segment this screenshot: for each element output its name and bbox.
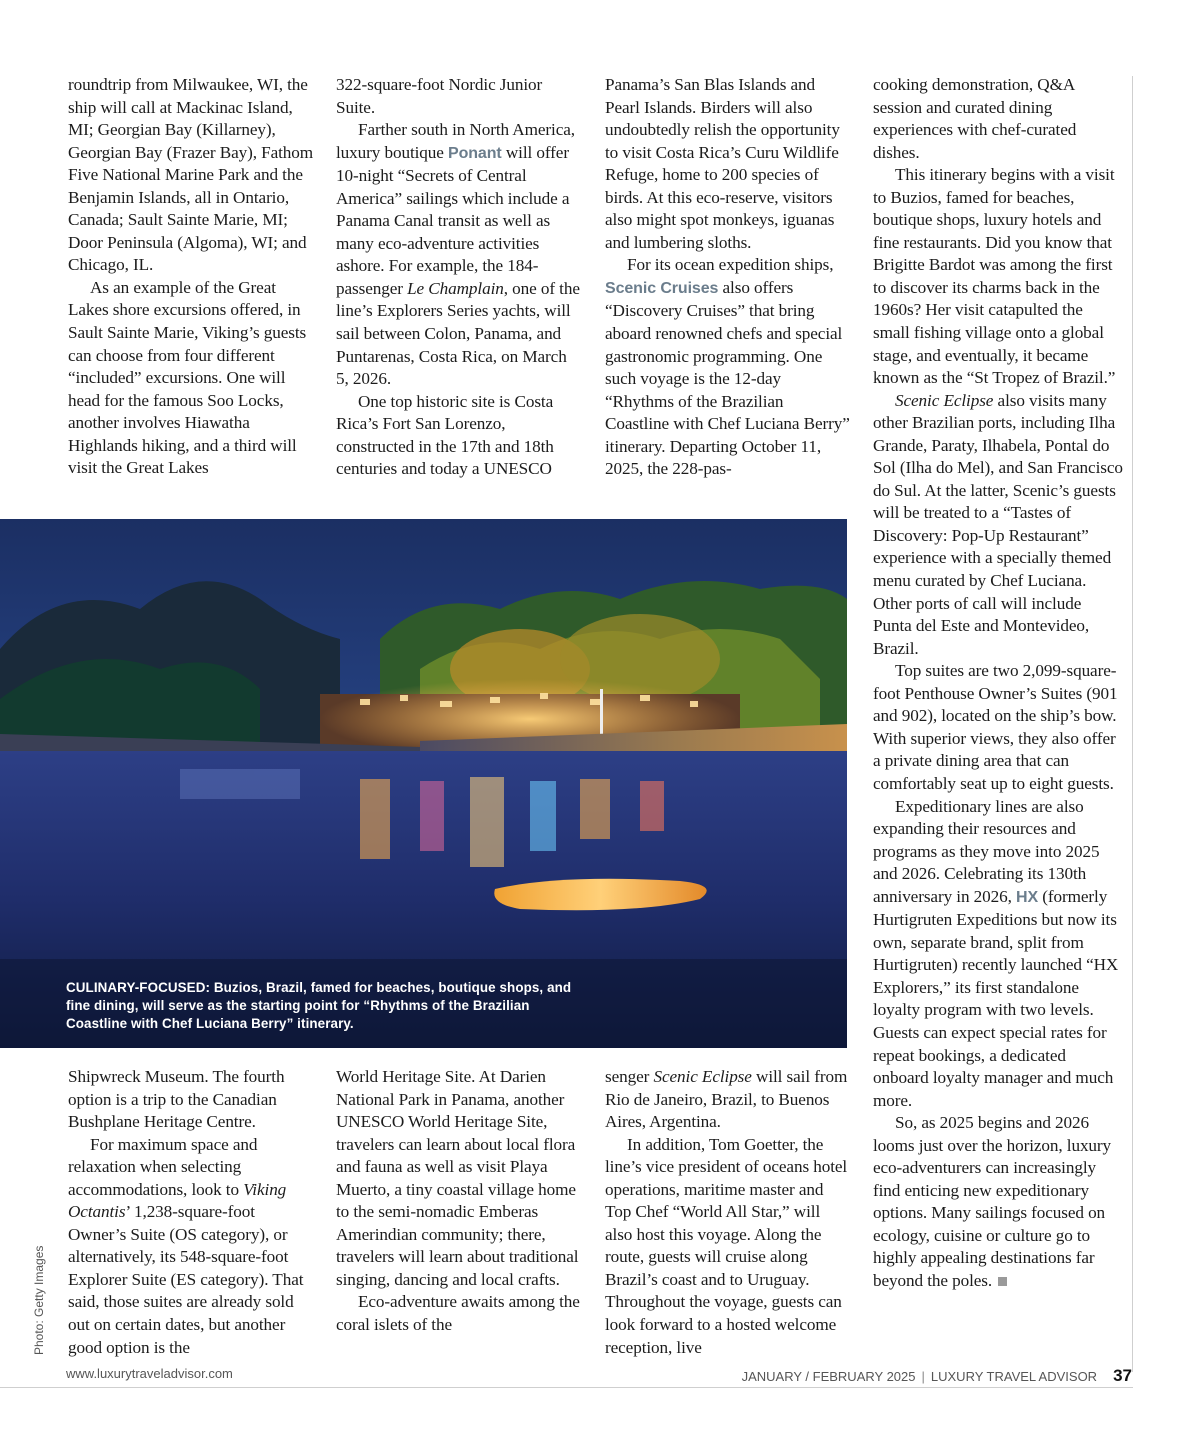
paragraph (605, 1066, 851, 1134)
paragraph: This itinerary begins with a visit to Buzios, famed for beaches, boutique shops, luxury hotels and fine restaurants. Did you know that Brigitte Bardot was among the first to discover its charms back in the 1960s? Her visit catapulted the small fishing village onto a global stage, and eventually, it became known as the “St Tropez of Brazil.” (873, 165, 1116, 388)
text-run: , one of the line’s Explorers Series yachts, will sail between Colon, Panama, and Puntarenas, Costa Rica, on March 5, 2026. (336, 278, 580, 389)
paragraph: Top suites are two 2,099-square-foot Penthouse Owner’s Suites (901 and 902), located on the ship’s bow. With superior views, they also offer a private dining area that can comfortably seat up to eight guests. (873, 661, 1118, 793)
brand-name-hx: HX (1016, 888, 1039, 906)
paragraph: World Heritage Site. At Darien National Park in Panama, another UNESCO World Heritage Site, travelers can learn about local flora and fauna as well as visit Playa Muerto, a tiny coastal village home to the semi-nomadic Emberas Amerindian community; there, travelers will learn about traditional singing, dancing and local crafts. (336, 1067, 579, 1289)
buzios-night-photo (0, 519, 847, 1048)
paragraph (873, 796, 1123, 1113)
paragraph: As an example of the Great Lakes shore excursions offered, in Sault Sainte Marie, Viking’s guests can choose from four different “included” excursions. One will head for the famous Soo Locks, another involves Hiawatha Highlands hiking, and a third will visit the Great Lakes (68, 277, 307, 478)
magazine-name: LUXURY TRAVEL ADVISOR (930, 1369, 1098, 1384)
text-run: will offer 10-night “Secrets of Central America” sailings which include a Panama Canal transit as well as many eco-adventure activities ashore. For example, the 184-passenger (336, 142, 570, 298)
paragraph (68, 1134, 314, 1359)
column-1-bottom (68, 1066, 314, 1359)
paragraph: Eco-adventure awaits among the coral islets of the (336, 1292, 580, 1335)
page-number: 37 (1113, 1366, 1132, 1385)
column-2-top (336, 74, 582, 481)
footer-separator: | (921, 1369, 925, 1384)
text-run: For maximum space and relaxation when selecting accommodations, look to (68, 1134, 258, 1199)
column-4 (873, 74, 1123, 1293)
column-1-top (68, 74, 314, 480)
paragraph (605, 254, 851, 480)
text-run: ’ 1,238-square-foot Owner’s Suite (OS category), or alternatively, its 548-square-foot Explorer Suite (ES category). That said, those suites are already sold out on certain dates, but another good option is the (68, 1202, 304, 1357)
paragraph: 322-square-foot Nordic Junior Suite. (336, 75, 543, 117)
paragraph (336, 119, 582, 391)
issue-date: JANUARY / FEBRUARY 2025 (741, 1369, 916, 1384)
photo-caption: CULINARY-FOCUSED: Buzios, Brazil, famed for beaches, boutique shops, and fine dining, will serve as the starting point for “Rhythms of the Brazilian Coastline with Chef Luciana Berry” itinerary. (66, 980, 572, 1031)
footer-issue-info (742, 1366, 1132, 1386)
text-run: Farther south in North America, luxury boutique (336, 120, 575, 162)
paragraph: cooking demonstration, Q&A session and curated dining experiences with chef-curated dishes. (873, 75, 1077, 162)
text-run: So, as 2025 begins and 2026 looms just over the horizon, luxury eco-adventurers can increasingly find enticing new expeditionary options. Many sailings focused on ecology, cuisine or culture go to highly appealing destinations far beyond the poles. (873, 1113, 1112, 1290)
text-run: also visits many other Brazilian ports, including Ilha Grande, Paraty, Ilhabela, Pontal do Sol (Ilha do Mel), and San Francisco do Sul. At the latter, Scenic’s guests will be treated to a “Tastes of Discovery: Pop-Up Restaurant” experience with a specially themed menu curated by Chef Luciana. Other ports of call will include Punta del Este and Montevideo, Brazil. (873, 390, 1123, 658)
text-run: (formerly Hurtigruten Expeditions but now its own, separate brand, split from Hurtigruten) recently launched “HX Explorers,” its first standalone loyalty program with two levels. Guests can expect special rates for repeat bookings, a dedicated onboard loyalty manager and much more. (873, 886, 1119, 1110)
ship-name: Le Champlain (407, 278, 504, 298)
column-2-bottom (336, 1066, 582, 1337)
paragraph: In addition, Tom Goetter, the line’s vice president of oceans hotel operations, maritime master and Top Chef “World All Star,” will also host this voyage. Along the route, guests will cruise along Brazil’s coast and to Uruguay. Throughout the voyage, guests can look forward to a hosted welcome reception, live (605, 1134, 848, 1357)
text-run: will sail from Rio de Janeiro, Brazil, to Buenos Aires, Argentina. (605, 1067, 848, 1132)
brand-name-scenic: Scenic Cruises (605, 279, 719, 297)
paragraph: Shipwreck Museum. The fourth option is a trip to the Canadian Bushplane Heritage Centre. (68, 1067, 285, 1132)
paragraph: Panama’s San Blas Islands and Pearl Islands. Birders will also undoubtedly relish the opportunity to visit Costa Rica’s Curu Wildlife Refuge, home to 200 species of birds. At this eco-reserve, visitors also might spot monkeys, iguanas and lumbering sloths. (605, 75, 840, 252)
end-mark-icon (998, 1277, 1007, 1286)
paragraph (873, 390, 1123, 661)
photo-credit: Photo: Getty Images (32, 1245, 46, 1355)
column-3-bottom (605, 1066, 851, 1359)
column-divider (1132, 76, 1133, 1372)
paragraph: One top historic site is Costa Rica’s Fort San Lorenzo, constructed in the 17th and 18th centuries and today a UNESCO (336, 391, 554, 479)
column-3-top (605, 74, 851, 481)
footer-url[interactable]: www.luxurytraveladvisor.com (66, 1366, 233, 1381)
text-run: For its ocean expedition ships, (627, 255, 834, 275)
ship-name: Scenic Eclipse (895, 390, 994, 410)
footer-divider (0, 1387, 1133, 1388)
paragraph (873, 1112, 1123, 1292)
ship-name: Viking Octantis (68, 1179, 287, 1222)
ship-name: Scenic Eclipse (653, 1067, 752, 1086)
text-run: senger (605, 1067, 654, 1086)
text-run: Expeditionary lines are also expanding their resources and programs as they move into 2025 and 2026. Celebrating its 130th anniversary in 2026, (873, 796, 1100, 906)
paragraph: roundtrip from Milwaukee, WI, the ship will call at Mackinac Island, MI; Georgian Bay (Killarney), Georgian Bay (Frazer Bay), Fathom Five National Marine Park and the Benjamin Islands, all in Ontario, Canada; Sault Sainte Marie, MI; Door Peninsula (Algoma), WI; and Chicago, IL. (68, 75, 314, 275)
brand-name-ponant: Ponant (448, 144, 502, 162)
text-run: also offers “Discovery Cruises” that bring aboard renowned chefs and special gastronomic programming. One such voyage is the 12-day “Rhythms of the Brazilian Coastline with Chef Luciana Berry” itinerary. Departing October 11, 2025, the 228-pas- (605, 277, 850, 479)
